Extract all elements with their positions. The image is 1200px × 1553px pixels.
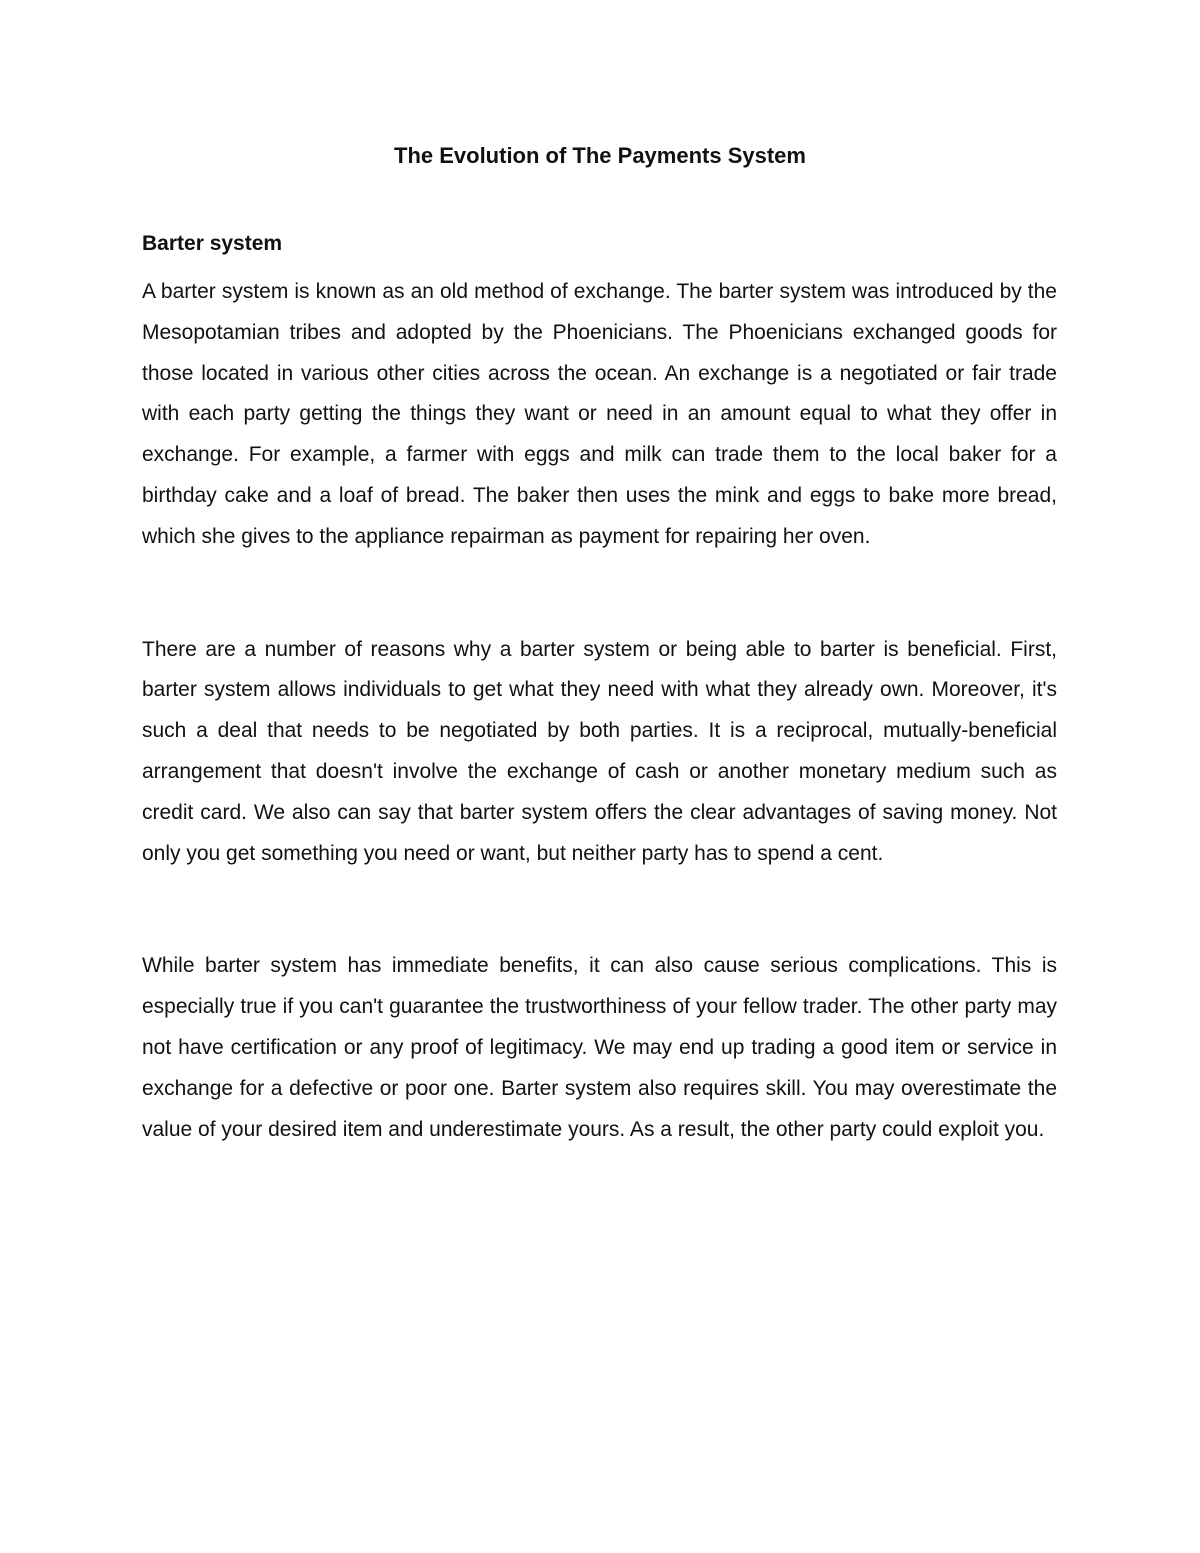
document-body — [142, 228, 1057, 1150]
paragraph: There are a number of reasons why a barter system or being able to barter is beneficial. First, barter system allows individuals to get what they need with what they already own. Moreover, it's such a deal that needs to be negotiated by both parties. It is a reciprocal, mutually-beneficial arrangement that doesn't involve the exchange of cash or another monetary medium such as credit card. We also can say that barter system offers the clear advantages of saving money. Not only you get something you need or want, but neither party has to spend a cent. — [142, 637, 1057, 865]
section-heading: Barter system — [142, 232, 283, 255]
paragraph: While barter system has immediate benefits, it can also cause serious complications. This is especially true if you can't guarantee the trustworthiness of your fellow trader. The other party may not have certification or any proof of legitimacy. We may end up trading a good item or service in exchange for a defective or poor one. Barter system also requires skill. You may overestimate the value of your desired item and underestimate yours. As a result, the other party could exploit you. — [142, 954, 1057, 1141]
paragraph: A barter system is known as an old method of exchange. The barter system was introduced by the Mesopotamian tribes and adopted by the Phoenicians. The Phoenicians exchanged goods for those located in various other cities across the ocean. An exchange is a negotiated or fair trade with each party getting the things they want or need in an amount equal to what they offer in exchange. For example, a farmer with eggs and milk can trade them to the local baker for a birthday cake and a loaf of bread. The baker then uses the mink and eggs to bake more bread, which she gives to the appliance repairman as payment for repairing her oven. — [142, 280, 1057, 548]
document-title: The Evolution of The Payments System — [394, 143, 806, 168]
